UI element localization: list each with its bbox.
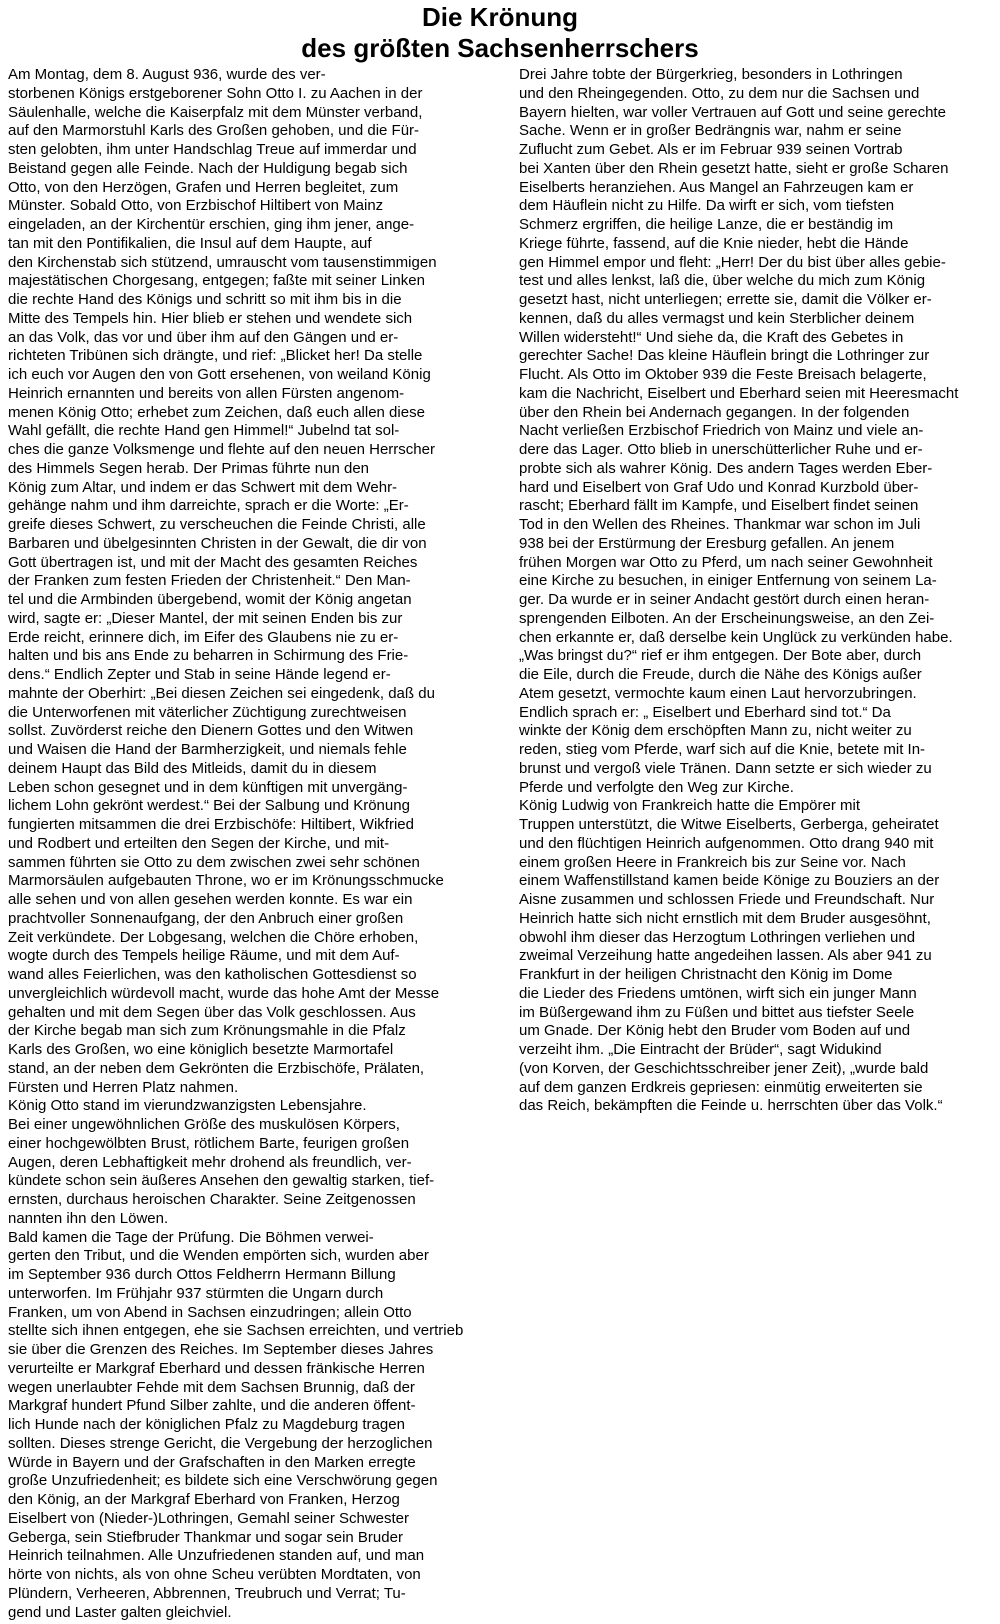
text-line: deinem Haupt das Bild des Mitleids, damit du in diesem: [8, 759, 377, 777]
text-line: König Ludwig von Frankreich hatte die Empörer mit: [519, 797, 861, 815]
text-line: einer hochgewölbten Brust, rötlichem Barte, feurigen großen: [8, 1134, 410, 1152]
text-line: und den Rheingegenden. Otto, zu dem nur die Sachsen und: [519, 84, 920, 102]
text-line: gesetzt hast, nicht unterliegen; errette sie, damit die Völker er-: [519, 291, 932, 308]
text-line: ich euch vor Augen den von Gott ersehenen, von weiland König: [8, 366, 431, 383]
text-line: stand, an der neben dem Gekrönten die Erzbischöfe, Prälaten,: [8, 1059, 425, 1077]
text-line: wogte durch des Tempels heilige Räume, und mit dem Auf-: [8, 947, 400, 965]
text-line: Am Montag, dem 8. August 936, wurde des ver-: [8, 66, 326, 83]
text-line: zweimal Verzeihung hatte angedeihen lassen. Als aber 941 zu: [519, 947, 932, 965]
text-line: die Lieder des Friedens umtönen, wirft sich ein junger Mann: [519, 984, 917, 1002]
text-line: sollst. Zuvörderst reiche den Dienern Gottes und den Witwen: [8, 722, 414, 740]
text-line: Marmorsäulen aufgebauten Throne, wo er im Krönungsschmucke: [8, 872, 444, 890]
text-line: 938 bei der Erstürmung der Eresburg gefallen. An jenem: [519, 534, 895, 552]
text-line: greife dieses Schwert, zu verscheuchen die Feinde Christi, alle: [8, 516, 426, 533]
text-line: prachtvoller Sonnenaufgang, der den Anbruch einer großen: [8, 909, 404, 927]
text-line: Zeit verkündete. Der Lobgesang, welchen die Chöre erhoben,: [8, 928, 419, 946]
title-line-1: Die Krönung: [422, 2, 578, 32]
text-line: und den flüchtigen Heinrich aufgenommen. Otto drang 940 mit: [519, 834, 934, 852]
text-line: König zum Altar, und indem er das Schwert mit dem Wehr-: [8, 478, 398, 496]
text-line: Säulenhalle, welche die Kaiserpfalz mit dem Münster verband,: [8, 103, 423, 121]
text-line: Leben schon gesegnet und in dem künftigen mit unvergäng-: [8, 778, 408, 796]
text-line: unterworfen. Im Frühjahr 937 stürmten die Ungarn durch: [8, 1284, 384, 1302]
text-line: brunst und vergoß viele Tränen. Dann setzte er sich wieder zu: [519, 759, 932, 777]
text-line: Markgraf hundert Pfund Silber zahlte, und die anderen öffent-: [8, 1397, 416, 1415]
text-line: sammen führten sie Otto zu dem zwischen zwei sehr schönen: [8, 853, 420, 871]
text-line: menen König Otto; erhebet zum Zeichen, daß euch allen diese: [8, 403, 425, 421]
text-line: Drei Jahre tobte der Bürgerkrieg, besonders in Lothringen: [519, 66, 903, 83]
text-line: der Kirche begab man sich zum Krönungsmahle in die Pfalz: [8, 1022, 406, 1040]
text-line: verzeiht ihm. „Die Eintracht der Brüder“, sagt Widukind: [519, 1041, 882, 1058]
text-line: Nacht verließen Erzbischof Friedrich von Mainz und viele an-: [519, 422, 924, 440]
text-line: Eiselbert von (Nieder-)Lothringen, Gemahl seiner Schwester: [8, 1509, 410, 1527]
text-line: den Kirchenstab sich stützend, umrauscht vom tausenstimmigen: [8, 253, 437, 271]
text-line: tel und die Armbinden übergebend, womit der König angetan: [8, 591, 412, 608]
text-line: die Eile, durch die Freude, durch die Nähe des Königs außer: [519, 666, 922, 683]
text-line: und Rodbert und erteilten den Segen der Kirche, und mit-: [8, 834, 390, 852]
text-line: halten und bis ans Ende zu beharren in Schirmung des Frie-: [8, 647, 409, 665]
text-line: im Büßergewand ihm zu Füßen und bittet aus tiefster Seele: [519, 1003, 915, 1021]
text-line: wird, sagte er: „Dieser Mantel, der mit seinen Enden bis zur: [8, 609, 403, 627]
text-line: Endlich sprach er: „ Eiselbert und Eberhard sind tot.“ Da: [519, 703, 891, 721]
text-line: richteten Tribünen sich drängte, und rief: „Blicket her! Da stelle: [8, 347, 423, 365]
title-line-2: des größten Sachsenherrschers: [301, 33, 699, 63]
text-line: Wahl gefällt, die rechte Hand gen Himmel!“ Jubelnd tat sol-: [8, 422, 400, 440]
text-line: Franken, um von Abend in Sachsen einzudringen; allein Otto: [8, 1303, 412, 1321]
text-line: ches die ganze Volksmenge und flehte auf den neuen Herrscher: [8, 441, 435, 458]
text-line: hörte von nichts, als von ohne Scheu verübten Mordtaten, von: [8, 1566, 421, 1583]
text-line: die Unterworfenen mit väterlicher Züchtigung zurechtweisen: [8, 703, 407, 721]
text-line: (von Korven, der Geschichtsschreiber jener Zeit), „wurde bald: [519, 1059, 929, 1077]
text-line: unvergleichlich würdevoll macht, wurde das hohe Amt der Messe: [8, 984, 440, 1002]
text-line: Bei einer ungewöhnlichen Größe des muskulösen Körpers,: [8, 1116, 400, 1133]
right-text-column: [519, 66, 997, 1116]
text-line: mahnte der Oberhirt: „Bei diesen Zeichen sei eingedenk, daß du: [8, 684, 435, 702]
text-line: Willen widersteht!“ Und siehe da, die Kraft des Gebetes in: [519, 328, 904, 346]
text-line: sprengenden Eilboten. An der Erscheinungsweise, an den Zei-: [519, 609, 935, 627]
text-line: Plündern, Verheeren, Abbrennen, Treubruch und Verrat; Tu-: [8, 1584, 406, 1602]
text-line: König Otto stand im vierundzwanzigsten Lebensjahre.: [8, 1097, 367, 1115]
text-line: gehalten und mit dem Segen über das Volk geschlossen. Aus: [8, 1003, 416, 1021]
text-line: Atem gesetzt, vermochte kaum einen Laut hervorzubringen.: [519, 684, 917, 702]
text-line: Gott übertragen ist, und mit der Macht des gesamten Reiches: [8, 553, 418, 571]
text-line: das Reich, bekämpften die Feinde u. herrschten über das Volk.“: [519, 1097, 943, 1115]
text-line: lich Hunde nach der königlichen Pfalz zu Magdeburg tragen: [8, 1416, 405, 1433]
text-line: Zuflucht zum Gebet. Als er im Februar 939 seinen Vortrab: [519, 141, 903, 158]
text-line: an das Volk, das vor und über ihm auf den Gängen und er-: [8, 328, 399, 346]
text-line: gerten den Tribut, und die Wenden empörten sich, wurden aber: [8, 1247, 429, 1265]
text-line: Schmerz ergriffen, die heilige Lanze, die er beständig im: [519, 216, 894, 233]
text-line: Mitte des Tempels hin. Hier blieb er stehen und wendete sich: [8, 309, 413, 327]
text-line: die rechte Hand des Königs und schritt so mit ihm bis in die: [8, 291, 402, 308]
text-line: Otto, von den Herzögen, Grafen und Herren begleitet, zum: [8, 178, 399, 196]
text-line: alle sehen und von allen gesehen werden konnte. Es war ein: [8, 891, 413, 908]
text-line: und Waisen die Hand der Barmherzigkeit, und niemals fehle: [8, 741, 407, 758]
text-line: Eiselberts heranziehen. Aus Mangel an Fahrzeugen kam er: [519, 178, 914, 196]
text-line: gend und Laster galten gleichviel.: [8, 1603, 232, 1621]
text-line: Kriege führte, fassend, auf die Knie nieder, hebt die Hände: [519, 234, 909, 252]
text-line: dens.“ Endlich Zepter und Stab in seine Hände legend er-: [8, 666, 391, 683]
text-line: tan mit den Pontifikalien, die Insul auf dem Haupte, auf: [8, 234, 372, 252]
text-line: Pferde und verfolgte den Weg zur Kirche.: [519, 778, 794, 796]
text-line: Sache. Wenn er in großer Bedrängnis war, nahm er seine: [519, 122, 902, 140]
text-line: einem Waffenstillstand kamen beide Könige zu Bouziers an der: [519, 872, 940, 890]
text-line: Augen, deren Lebhaftigkeit mehr drohend als freundlich, ver-: [8, 1153, 412, 1171]
text-line: gehänge nahm und ihm darreichte, sprach er die Worte: „Er-: [8, 497, 409, 515]
text-line: kam die Nachricht, Eiselbert und Eberhard seien mit Heeresmacht: [519, 384, 959, 402]
text-line: Heinrich ernannten und bereits von allen Fürsten angenom-: [8, 384, 405, 402]
text-line: auf dem ganzen Erdkreis gepriesen: einmütig erweiterten sie: [519, 1078, 923, 1096]
text-line: chen erkannte er, daß derselbe kein Unglück zu verkünden habe.: [519, 628, 953, 646]
text-line: Münster. Sobald Otto, von Erzbischof Hiltibert von Mainz: [8, 197, 384, 215]
text-line: Beistand gegen alle Feinde. Nach der Huldigung begab sich: [8, 159, 408, 177]
text-line: über den Rhein bei Andernach gegangen. In der folgenden: [519, 403, 910, 421]
text-line: probte sich als wahrer König. Des andern Tages werden Eber-: [519, 459, 933, 477]
text-line: rascht; Eberhard fällt im Kampfe, und Eiselbert findet seinen: [519, 497, 919, 515]
text-line: der Franken zum festen Frieden der Christenheit.“ Den Man-: [8, 572, 411, 590]
text-line: im September 936 durch Ottos Feldherrn Hermann Billung: [8, 1266, 396, 1283]
text-line: kennen, daß du alles vermagst und kein Sterblicher deinem: [519, 309, 915, 327]
text-line: um Gnade. Der König hebt den Bruder vom Boden auf und: [519, 1022, 911, 1040]
text-line: bei Xanten über den Rhein gesetzt hatte, sieht er große Scharen: [519, 159, 949, 177]
text-line: hard und Eiselbert von Graf Udo und Konrad Kurzbold über-: [519, 478, 919, 496]
document-title: [0, 2, 1000, 64]
text-line: dere das Lager. Otto blieb in unerschütterlicher Ruhe und er-: [519, 441, 923, 458]
text-line: reden, stieg vom Pferde, warf sich auf die Knie, betete mit In-: [519, 741, 926, 758]
text-line: Geberga, sein Stiefbruder Thankmar und sogar sein Bruder: [8, 1528, 403, 1546]
text-line: verurteilte er Markgraf Eberhard und dessen fränkische Herren: [8, 1359, 425, 1377]
text-line: stellte sich ihnen entgegen, ehe sie Sachsen erreichten, und vertrieb: [8, 1322, 464, 1340]
text-line: Aisne zusammen und schlossen Friede und Freundschaft. Nur: [519, 891, 935, 908]
text-line: storbenen Königs erstgeborener Sohn Otto I. zu Aachen in der: [8, 84, 423, 102]
text-line: eine Kirche zu besuchen, in einiger Entfernung von seinem La-: [519, 572, 937, 590]
text-line: gen Himmel empor und fleht: „Herr! Der du bist über alles gebie-: [519, 253, 946, 271]
text-line: dem Häuflein nicht zu Hilfe. Da wirft er sich, vom tiefsten: [519, 197, 895, 215]
text-line: Frankfurt in der heiligen Christnacht den König im Dome: [519, 966, 893, 983]
text-line: Barbaren und übelgesinnten Christen in der Gewalt, die dir von: [8, 534, 427, 552]
text-line: Heinrich teilnahmen. Alle Unzufriedenen standen auf, und man: [8, 1547, 425, 1565]
text-line: Erde reicht, erinnere dich, im Eifer des Glaubens nie zu er-: [8, 628, 399, 646]
text-line: nannten ihn den Löwen.: [8, 1209, 169, 1227]
text-line: wegen unerlaubter Fehde mit dem Sachsen Brunnig, daß der: [8, 1378, 415, 1396]
text-line: Heinrich hatte sich nicht ernstlich mit dem Bruder ausgesöhnt,: [519, 909, 931, 927]
text-line: sollten. Dieses strenge Gericht, die Vergebung der herzoglichen: [8, 1434, 433, 1452]
text-line: kündete schon sein äußeres Ansehen den gewaltig starken, tief-: [8, 1172, 435, 1190]
text-line: des Himmels Segen herab. Der Primas führte nun den: [8, 459, 370, 477]
text-line: den König, an der Markgraf Eberhard von Franken, Herzog: [8, 1491, 400, 1508]
text-line: sten gelobten, ihm unter Handschlag Treue auf immerdar und: [8, 141, 417, 158]
text-line: sie über die Grenzen des Reiches. Im September dieses Jahres: [8, 1341, 434, 1358]
text-line: majestätischen Chorgesang, entgegen; faßte mit seiner Linken: [8, 272, 425, 290]
text-line: wand alles Feierlichen, was den katholischen Gottesdienst so: [8, 966, 417, 983]
text-line: große Unzufriedenheit; es bildete sich eine Verschwörung gegen: [8, 1472, 438, 1490]
text-line: Tod in den Wellen des Rheines. Thankmar war schon im Juli: [519, 516, 921, 533]
text-line: einem großen Heere in Frankreich bis zur Seine vor. Nach: [519, 853, 906, 871]
left-text-column: [8, 66, 503, 1622]
text-line: winkte der König dem erschöpften Mann zu, nicht weiter zu: [519, 722, 912, 740]
text-line: test und alles lenkst, laß die, über welche du mich zum König: [519, 272, 926, 290]
text-line: obwohl ihm dieser das Herzogtum Lothringen verliehen und: [519, 928, 916, 946]
text-line: Flucht. Als Otto im Oktober 939 die Feste Breisach belagerte,: [519, 366, 927, 383]
text-line: „Was bringst du?“ rief er ihm entgegen. Der Bote aber, durch: [519, 647, 922, 665]
text-line: auf den Marmorstuhl Karls des Großen gehoben, und die Für-: [8, 122, 420, 140]
text-line: frühen Morgen war Otto zu Pferd, um nach seiner Gewohnheit: [519, 553, 933, 571]
text-line: lichem Lohn gekrönt werdest.“ Bei der Salbung und Krönung: [8, 797, 410, 815]
text-line: ernsten, durchaus heroischen Charakter. Seine Zeitgenossen: [8, 1191, 416, 1208]
text-line: fungierten mitsammen die drei Erzbischöfe: Hiltibert, Wikfried: [8, 816, 414, 833]
text-line: Würde in Bayern und der Grafschaften in den Marken erregte: [8, 1453, 416, 1471]
text-line: Bald kamen die Tage der Prüfung. Die Böhmen verwei-: [8, 1228, 374, 1246]
text-line: gerechter Sache! Das kleine Häuflein bringt die Lothringer zur: [519, 347, 930, 365]
text-line: Truppen unterstützt, die Witwe Eiselberts, Gerberga, geheiratet: [519, 816, 939, 833]
text-line: eingeladen, an der Kirchentür erschien, ging ihm jener, ange-: [8, 216, 415, 233]
text-line: Fürsten und Herren Platz nahmen.: [8, 1078, 239, 1096]
text-line: Karls des Großen, wo eine königlich besetzte Marmortafel: [8, 1041, 394, 1058]
text-line: Bayern hielten, war voller Vertrauen auf Gott und seine gerechte: [519, 103, 946, 121]
text-line: ger. Da wurde er in seiner Andacht gestört durch einen heran-: [519, 591, 930, 608]
